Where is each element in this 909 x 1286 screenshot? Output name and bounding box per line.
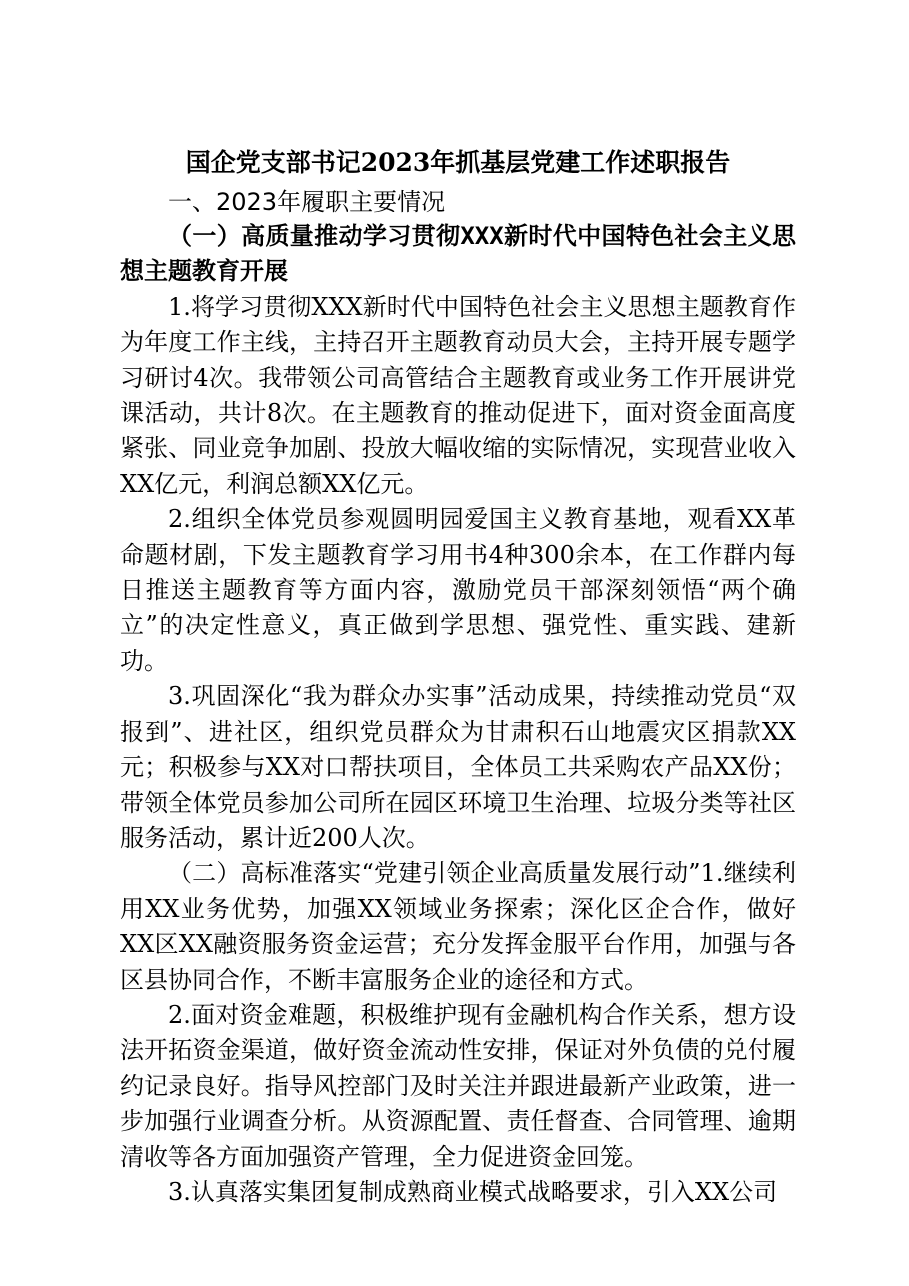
document-title: 国企党支部书记2023年抓基层党建工作述职报告: [185, 148, 731, 177]
document-body: [120, 141, 796, 1210]
section-heading: 一、2023年履职主要情况: [168, 188, 446, 216]
subsection-heading: （一）高质量推动学习贯彻XXX新时代中国特色社会主义思想主题教育开展: [120, 222, 796, 286]
paragraph-5: 2.面对资金难题，积极维护现有金融机构合作关系，想方设法开拓资金渠道，做好资金流动性安排，保证对外负债的兑付履约记录良好。指导风控部门及时关注并跟进最新产业政策，进一步加强行业调查分析。从资源配置、责任督查、合同管理、逾期清收等各方面加强资产管理，全力促进资金回笼。: [120, 1000, 796, 1171]
paragraph-6: 3.认真落实集团复制成熟商业模式战略要求，引入XX公司: [168, 1177, 778, 1206]
paragraph-2: 2.组织全体党员参观圆明园爱国主义教育基地，观看XX革命题材剧，下发主题教育学习用书4种300余本，在工作群内每日推送主题教育等方面内容，激励党员干部深刻领悟“两个确立”的决定性意义，真正做到学思想、强党性、重实践、建新功。: [120, 505, 796, 675]
paragraph-4: （二）高标准落实“党建引领企业高质量发展行动”1.继续利用XX业务优势，加强XX领域业务探索；深化区企合作，做好XX区XX融资服务资金运营；充分发挥金服平台作用，加强与各区县协同合作，不断丰富服务企业的途径和方式。: [120, 859, 796, 994]
paragraph-3: 3.巩固深化“我为群众办实事”活动成果，持续推动党员“双报到”、进社区，组织党员群众为甘肃积石山地震灾区捐款XX元；积极参与XX对口帮扶项目，全体员工共采购农产品XX份；带领全体党员参加公司所在园区环境卫生治理、垃圾分类等社区服务活动，累计近200人次。: [120, 682, 796, 852]
paragraph-1: 1.将学习贯彻XXX新时代中国特色社会主义思想主题教育作为年度工作主线，主持召开主题教育动员大会，主持开展专题学习研讨4次。我带领公司高管结合主题教育或业务工作开展讲党课活动，共计8次。在主题教育的推动促进下，面对资金面高度紧张、同业竞争加剧、投放大幅收缩的实际情况，实现营业收入XX亿元，利润总额XX亿元。: [120, 292, 796, 498]
